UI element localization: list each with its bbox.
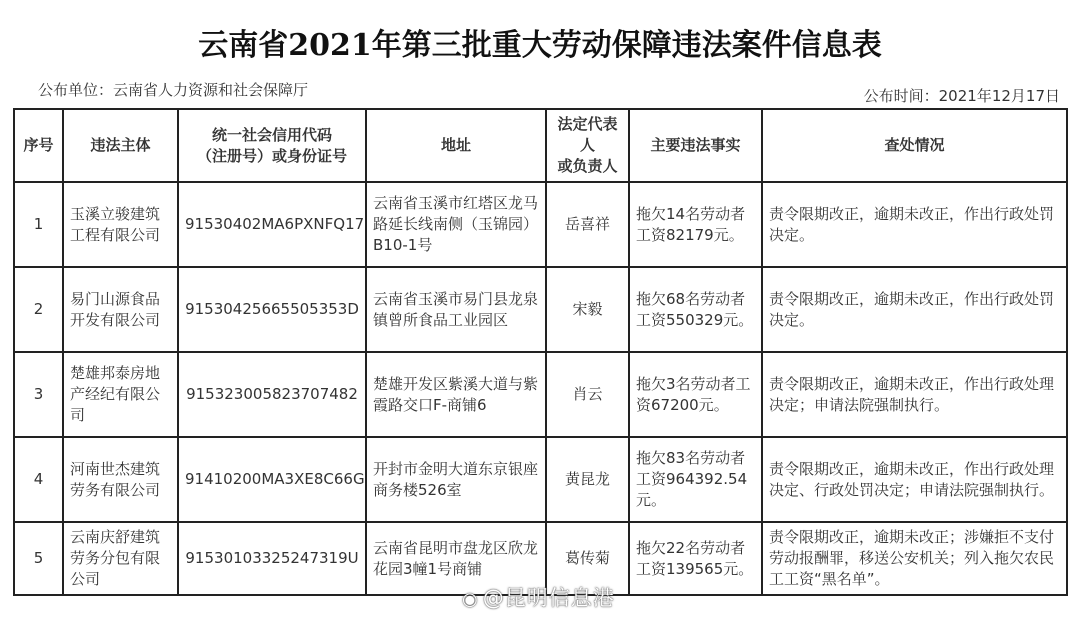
table-row [14, 437, 1067, 522]
cell-no: 3 [14, 352, 63, 437]
cell-address: 开封市金明大道东京银座商务楼526室 [366, 437, 546, 522]
cell-no: 5 [14, 522, 63, 595]
cell-rep: 葛传菊 [546, 522, 629, 595]
header-fact: 主要违法事实 [629, 109, 762, 182]
cell-fact: 拖欠22名劳动者工资139565元。 [629, 522, 762, 595]
cell-fact: 拖欠83名劳动者工资964392.54元。 [629, 437, 762, 522]
cell-address: 楚雄开发区紫溪大道与紫霞路交口F-商铺6 [366, 352, 546, 437]
publish-time: 公布时间：2021年12月17日 [863, 87, 1060, 105]
cell-fact: 拖欠68名劳动者工资550329元。 [629, 267, 762, 352]
cell-entity: 楚雄邦泰房地产经纪有限公司 [63, 352, 178, 437]
case-table [13, 108, 1068, 596]
table-row [14, 352, 1067, 437]
cell-code: 91530425665505353D [178, 267, 366, 352]
table-header-row [14, 109, 1067, 182]
cell-no: 2 [14, 267, 63, 352]
header-code: 统一社会信用代码 （注册号）或身份证号 [178, 109, 366, 182]
cell-entity: 云南庆舒建筑劳务分包有限公司 [63, 522, 178, 595]
table-row [14, 267, 1067, 352]
header-result: 查处情况 [762, 109, 1067, 182]
cell-code: 91530103325247319U [178, 522, 366, 595]
header-no: 序号 [14, 109, 63, 182]
header-rep: 法定代表人 或负责人 [546, 109, 629, 182]
cell-result: 责令限期改正，逾期未改正，作出行政处理决定、行政处罚决定；申请法院强制执行。 [762, 437, 1067, 522]
cell-rep: 宋毅 [546, 267, 629, 352]
cell-no: 1 [14, 182, 63, 267]
cell-code: 91530402MA6PXNFQ17 [178, 182, 366, 267]
cell-code: 91410200MA3XE8C66G [178, 437, 366, 522]
cell-result: 责令限期改正，逾期未改正，作出行政处理决定；申请法院强制执行。 [762, 352, 1067, 437]
cell-entity: 易门山源食品开发有限公司 [63, 267, 178, 352]
table-row [14, 182, 1067, 267]
cell-result: 责令限期改正，逾期未改正，作出行政处罚决定。 [762, 182, 1067, 267]
cell-entity: 玉溪立骏建筑工程有限公司 [63, 182, 178, 267]
cell-fact: 拖欠3名劳动者工资67200元。 [629, 352, 762, 437]
cell-address: 云南省昆明市盘龙区欣龙花园3幢1号商铺 [366, 522, 546, 595]
header-entity: 违法主体 [63, 109, 178, 182]
cell-no: 4 [14, 437, 63, 522]
cell-code: 915323005823707482 [178, 352, 366, 437]
publisher: 公布单位：云南省人力资源和社会保障厅 [38, 81, 309, 99]
cell-rep: 肖云 [546, 352, 629, 437]
cell-address: 云南省玉溪市红塔区龙马路延长线南侧（玉锦园）B10-1号 [366, 182, 546, 267]
header-address: 地址 [366, 109, 546, 182]
cell-rep: 岳喜祥 [546, 182, 629, 267]
cell-rep: 黄昆龙 [546, 437, 629, 522]
cell-entity: 河南世杰建筑劳务有限公司 [63, 437, 178, 522]
weibo-icon: ◉ [462, 589, 479, 610]
watermark [462, 582, 615, 612]
cell-address: 云南省玉溪市易门县龙泉镇曾所食品工业园区 [366, 267, 546, 352]
cell-result: 责令限期改正，逾期未改正，作出行政处罚决定。 [762, 267, 1067, 352]
page-title: 云南省2021年第三批重大劳动保障违法案件信息表 [198, 28, 882, 63]
cell-fact: 拖欠14名劳动者工资82179元。 [629, 182, 762, 267]
cell-result: 责令限期改正，逾期未改正；涉嫌拒不支付劳动报酬罪，移送公安机关；列入拖欠农民工工资“黑名单”。 [762, 522, 1067, 595]
watermark-text: @昆明信息港 [482, 586, 615, 610]
